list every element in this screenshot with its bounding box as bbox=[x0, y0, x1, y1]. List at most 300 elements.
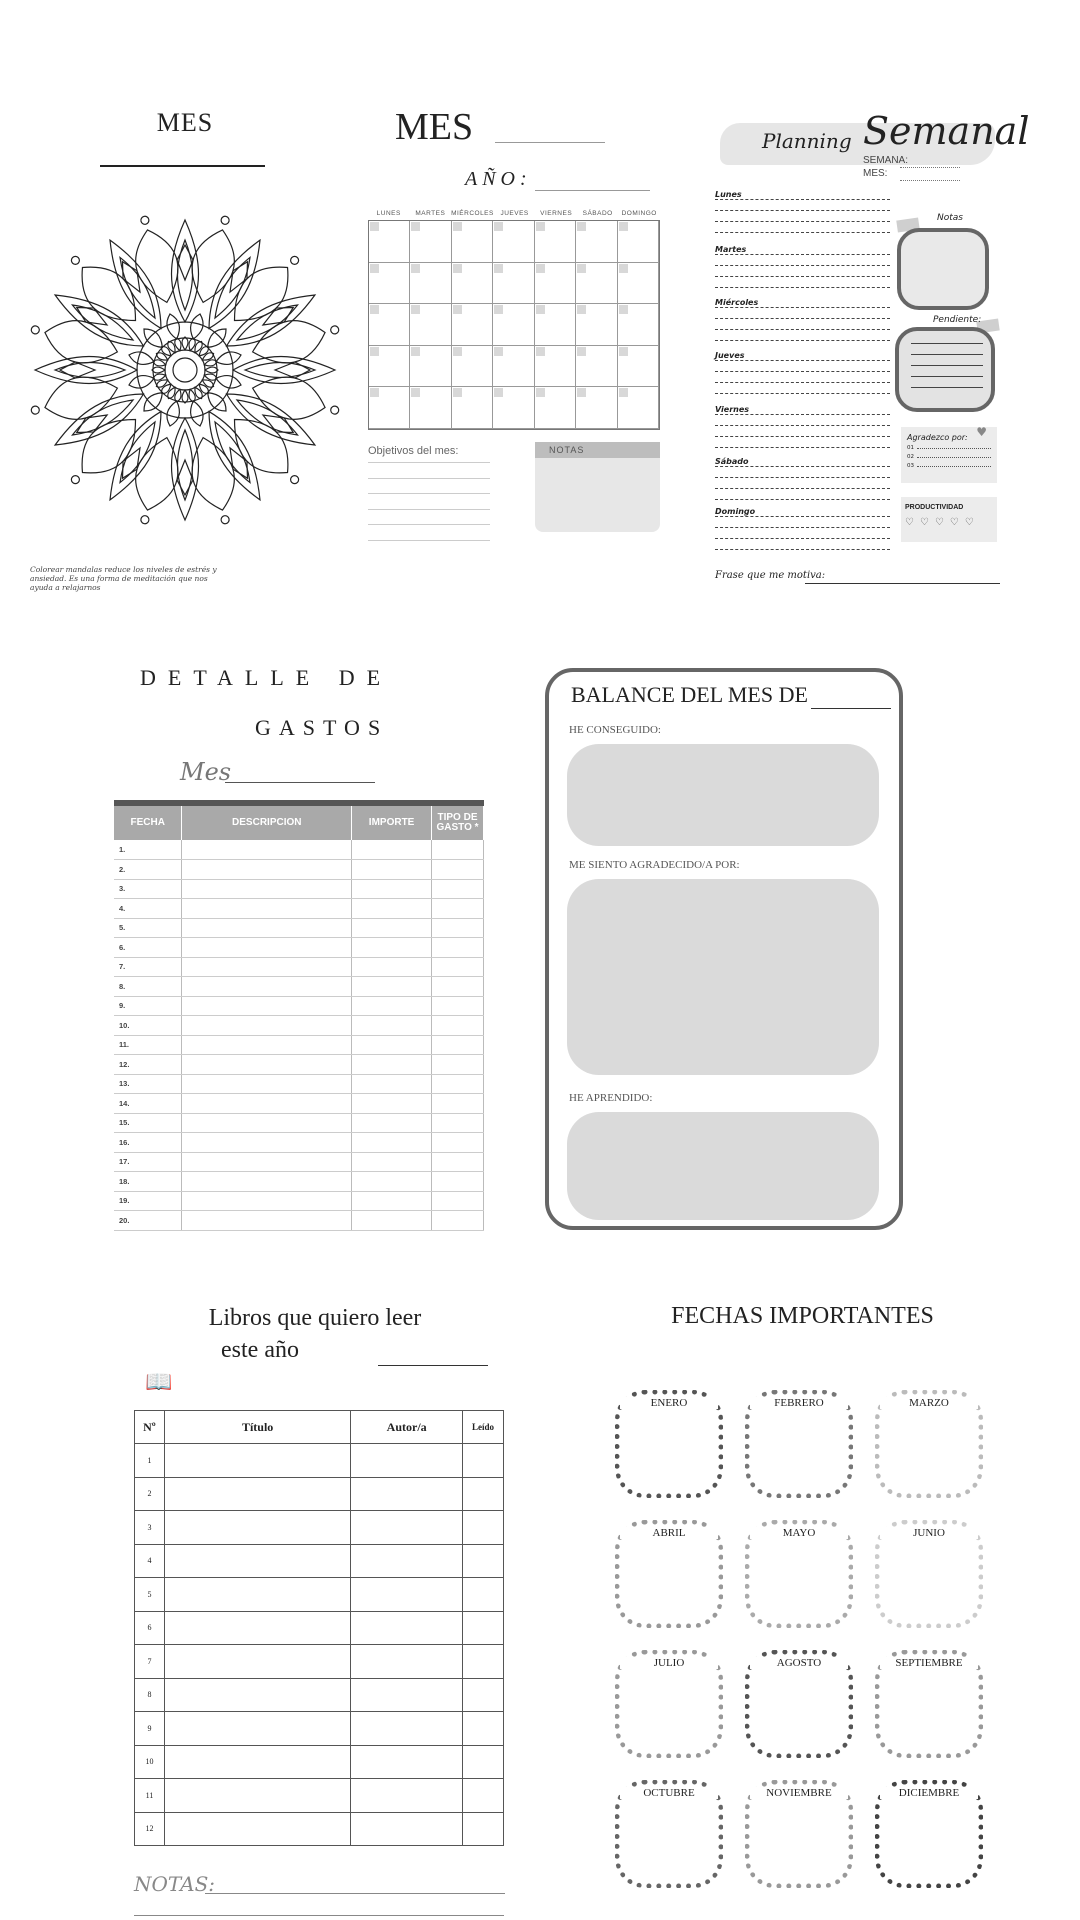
weekday-label: JUEVES bbox=[500, 210, 529, 217]
table-row bbox=[114, 1074, 484, 1094]
table-row bbox=[114, 860, 484, 880]
books-notes-label: NOTAS: bbox=[134, 1872, 216, 1896]
table-cell[interactable] bbox=[463, 1712, 504, 1746]
mandala-stroke bbox=[173, 358, 197, 382]
calendar-weekday-row bbox=[368, 210, 660, 217]
table-cell[interactable] bbox=[351, 1645, 463, 1679]
books-notes-line[interactable] bbox=[134, 1915, 504, 1916]
month-box-septiembre[interactable] bbox=[875, 1650, 983, 1758]
row-number[interactable]: 9. bbox=[114, 996, 182, 1016]
month-label: ABRIL bbox=[620, 1527, 718, 1539]
table-cell[interactable] bbox=[352, 860, 432, 880]
balance-month-line[interactable] bbox=[811, 708, 891, 709]
table-cell[interactable] bbox=[164, 1511, 350, 1545]
calendar-day-cell[interactable] bbox=[576, 346, 617, 388]
month-label: DICIEMBRE bbox=[880, 1787, 978, 1799]
row-number[interactable]: 20. bbox=[114, 1211, 182, 1231]
weekday-label: LUNES bbox=[376, 210, 401, 217]
row-number[interactable]: 3. bbox=[114, 879, 182, 899]
table-cell[interactable] bbox=[432, 918, 484, 938]
row-number[interactable]: 19. bbox=[114, 1191, 182, 1211]
month-box-julio[interactable] bbox=[615, 1650, 723, 1758]
books-title-line1: Libros que quiero leer bbox=[208, 1305, 422, 1331]
table-cell[interactable] bbox=[351, 1578, 463, 1612]
day-block-lunes[interactable] bbox=[715, 190, 890, 243]
row-number[interactable]: 16. bbox=[114, 1133, 182, 1153]
table-cell[interactable] bbox=[352, 918, 432, 938]
table-row bbox=[114, 1133, 484, 1153]
row-number[interactable]: 17. bbox=[114, 1152, 182, 1172]
row-number[interactable]: 11. bbox=[114, 1035, 182, 1055]
calendar-day-cell[interactable] bbox=[576, 221, 617, 263]
mandala-stroke bbox=[160, 382, 173, 395]
mandala-stroke bbox=[152, 367, 165, 373]
table-cell[interactable] bbox=[352, 1055, 432, 1075]
row-number[interactable]: 6 bbox=[135, 1611, 165, 1645]
month-box-octubre[interactable] bbox=[615, 1780, 723, 1888]
month-label: JUNIO bbox=[880, 1527, 978, 1539]
month-box-mayo[interactable] bbox=[745, 1520, 853, 1628]
table-row bbox=[114, 899, 484, 919]
table-cell[interactable] bbox=[164, 1444, 350, 1478]
calendar-day-cell[interactable] bbox=[618, 221, 659, 263]
table-cell[interactable] bbox=[463, 1444, 504, 1478]
row-number[interactable]: 10. bbox=[114, 1016, 182, 1036]
table-cell[interactable] bbox=[351, 1544, 463, 1578]
table-cell[interactable] bbox=[351, 1678, 463, 1712]
mandala-stroke bbox=[289, 255, 300, 266]
day-label: Sábado bbox=[715, 457, 749, 466]
table-cell[interactable] bbox=[182, 996, 352, 1016]
table-cell[interactable] bbox=[463, 1678, 504, 1712]
mandala-stroke bbox=[70, 474, 81, 485]
calendar-day-cell[interactable] bbox=[410, 387, 451, 429]
table-cell[interactable] bbox=[352, 1133, 432, 1153]
mandala-stroke bbox=[127, 349, 155, 367]
table-cell[interactable] bbox=[164, 1578, 350, 1612]
calendar-day-cell[interactable] bbox=[369, 346, 410, 388]
pending-label: Pendiente: bbox=[933, 315, 982, 325]
table-cell[interactable] bbox=[463, 1511, 504, 1545]
heart-icon[interactable]: ♡ bbox=[905, 517, 914, 528]
mandala-stroke bbox=[203, 325, 230, 352]
table-cell[interactable] bbox=[182, 860, 352, 880]
expenses-table bbox=[114, 800, 484, 1231]
table-cell[interactable] bbox=[182, 1094, 352, 1114]
column-header: IMPORTE bbox=[352, 806, 432, 840]
grateful-box[interactable] bbox=[567, 879, 879, 1075]
table-cell[interactable] bbox=[432, 860, 484, 880]
mandala-stroke bbox=[220, 215, 230, 225]
table-cell[interactable] bbox=[352, 957, 432, 977]
calendar-day-cell[interactable] bbox=[493, 346, 534, 388]
mandala-stroke bbox=[197, 382, 210, 395]
table-cell[interactable] bbox=[432, 957, 484, 977]
table-cell[interactable] bbox=[352, 1113, 432, 1133]
calendar-day-cell[interactable] bbox=[369, 263, 410, 305]
calendar-day-cell[interactable] bbox=[535, 304, 576, 346]
mandala-stroke bbox=[164, 312, 182, 340]
achieved-box[interactable] bbox=[567, 744, 879, 846]
month-box-marzo[interactable] bbox=[875, 1390, 983, 1498]
row-number[interactable]: 10 bbox=[135, 1745, 165, 1779]
table-cell[interactable] bbox=[182, 1191, 352, 1211]
table-cell[interactable] bbox=[432, 938, 484, 958]
row-number[interactable]: 2 bbox=[135, 1477, 165, 1511]
table-cell[interactable] bbox=[463, 1779, 504, 1813]
grateful-label: Agradezco por: bbox=[907, 433, 968, 442]
productivity-box bbox=[901, 497, 997, 542]
mandala-stroke bbox=[177, 245, 193, 280]
mandala-caption: Colorear mandalas reduce los niveles de estrés y ansiedad. Es una forma de meditación que nos ayuda a relajarnos bbox=[30, 565, 217, 592]
calendar-day-cell[interactable] bbox=[410, 304, 451, 346]
weekly-title-planning: Planning bbox=[762, 129, 852, 153]
month-box-agosto[interactable] bbox=[745, 1650, 853, 1758]
calendar-day-cell[interactable] bbox=[410, 221, 451, 263]
mandala-stroke bbox=[214, 349, 242, 367]
month-box-junio[interactable] bbox=[875, 1520, 983, 1628]
row-number[interactable]: 8 bbox=[135, 1678, 165, 1712]
row-number[interactable]: 2. bbox=[114, 860, 182, 880]
mandala-stroke bbox=[197, 345, 210, 358]
table-cell[interactable] bbox=[352, 1016, 432, 1036]
calendar-day-cell[interactable] bbox=[576, 263, 617, 305]
table-row bbox=[114, 1191, 484, 1211]
table-cell[interactable] bbox=[432, 1191, 484, 1211]
weekday-label: MIÉRCOLES bbox=[451, 210, 494, 217]
table-cell[interactable] bbox=[182, 840, 352, 860]
table-cell[interactable] bbox=[164, 1779, 350, 1813]
table-cell[interactable] bbox=[352, 1172, 432, 1192]
calendar-day-cell[interactable] bbox=[576, 304, 617, 346]
day-block-viernes[interactable] bbox=[715, 405, 890, 458]
table-cell[interactable] bbox=[182, 899, 352, 919]
table-cell[interactable] bbox=[352, 977, 432, 997]
day-block-martes[interactable] bbox=[715, 245, 890, 298]
month-box-enero[interactable] bbox=[615, 1390, 723, 1498]
calendar-day-cell[interactable] bbox=[493, 263, 534, 305]
mandala-stroke bbox=[182, 390, 188, 403]
day-block-jueves[interactable] bbox=[715, 351, 890, 404]
month-box-abril[interactable] bbox=[615, 1520, 723, 1628]
table-row bbox=[114, 840, 484, 860]
day-label: Miércoles bbox=[715, 298, 759, 307]
expenses-title-line2: GASTOS bbox=[255, 715, 389, 740]
month-label: JULIO bbox=[620, 1657, 718, 1669]
table-cell[interactable] bbox=[432, 840, 484, 860]
table-cell[interactable] bbox=[432, 1133, 484, 1153]
table-cell[interactable] bbox=[182, 1113, 352, 1133]
table-cell[interactable] bbox=[432, 899, 484, 919]
row-number[interactable]: 18. bbox=[114, 1172, 182, 1192]
table-cell[interactable] bbox=[182, 879, 352, 899]
row-number[interactable]: 1. bbox=[114, 840, 182, 860]
month-label: OCTUBRE bbox=[620, 1787, 718, 1799]
mandala-stroke bbox=[182, 337, 188, 350]
calendar-day-cell[interactable] bbox=[452, 387, 493, 429]
calendar-day-cell[interactable] bbox=[452, 304, 493, 346]
calendar-day-cell[interactable] bbox=[369, 221, 410, 263]
table-row bbox=[114, 977, 484, 997]
table-row bbox=[135, 1544, 504, 1578]
month-label: NOVIEMBRE bbox=[750, 1787, 848, 1799]
books-title-line2: este año bbox=[221, 1337, 299, 1363]
row-number[interactable]: 12 bbox=[135, 1812, 165, 1846]
table-cell[interactable] bbox=[352, 1152, 432, 1172]
calendar-day-cell[interactable] bbox=[618, 263, 659, 305]
table-row bbox=[114, 1211, 484, 1231]
table-row bbox=[114, 1152, 484, 1172]
mandala-stroke bbox=[60, 362, 95, 378]
table-row bbox=[114, 957, 484, 977]
table-cell[interactable] bbox=[351, 1477, 463, 1511]
calendar-day-cell[interactable] bbox=[452, 346, 493, 388]
table-cell[interactable] bbox=[463, 1477, 504, 1511]
row-number[interactable]: 3 bbox=[135, 1511, 165, 1545]
month-line[interactable] bbox=[900, 180, 960, 181]
mandala-stroke bbox=[140, 325, 167, 352]
week-label: SEMANA: bbox=[863, 155, 909, 166]
table-cell[interactable] bbox=[463, 1578, 504, 1612]
mandala-stroke bbox=[330, 405, 340, 415]
table-row bbox=[135, 1745, 504, 1779]
mandala-stroke bbox=[214, 372, 242, 390]
mandala-stroke bbox=[70, 255, 81, 266]
row-number[interactable]: 12. bbox=[114, 1055, 182, 1075]
weekday-label: VIERNES bbox=[540, 210, 573, 217]
calendar-day-cell[interactable] bbox=[369, 304, 410, 346]
pending-box[interactable] bbox=[895, 327, 995, 412]
calendar-month-title: MES bbox=[395, 106, 474, 148]
table-cell[interactable] bbox=[164, 1645, 350, 1679]
table-cell[interactable] bbox=[182, 1172, 352, 1192]
calendar-day-cell[interactable] bbox=[452, 263, 493, 305]
table-cell[interactable] bbox=[351, 1779, 463, 1813]
calendar-year-line[interactable] bbox=[535, 190, 650, 191]
table-cell[interactable] bbox=[164, 1745, 350, 1779]
heart-icon[interactable]: ♡ bbox=[934, 517, 944, 528]
monthly-calendar-page bbox=[365, 100, 665, 600]
day-block-miercoles[interactable] bbox=[715, 298, 890, 351]
row-number[interactable]: 15. bbox=[114, 1113, 182, 1133]
calendar-day-cell[interactable] bbox=[535, 346, 576, 388]
table-cell[interactable] bbox=[182, 1035, 352, 1055]
table-cell[interactable] bbox=[432, 1113, 484, 1133]
table-cell[interactable] bbox=[182, 1133, 352, 1153]
row-number[interactable]: 14. bbox=[114, 1094, 182, 1114]
day-block-domingo[interactable] bbox=[715, 507, 890, 560]
table-cell[interactable] bbox=[463, 1812, 504, 1846]
learned-box[interactable] bbox=[567, 1112, 879, 1220]
mandala-stroke bbox=[233, 357, 335, 384]
table-cell[interactable] bbox=[164, 1544, 350, 1578]
table-cell[interactable] bbox=[352, 840, 432, 860]
month-label: SEPTIEMBRE bbox=[880, 1657, 978, 1669]
row-number[interactable]: 5. bbox=[114, 918, 182, 938]
achieved-label: HE CONSEGUIDO: bbox=[569, 724, 661, 736]
table-row bbox=[135, 1645, 504, 1679]
table-cell[interactable] bbox=[352, 1035, 432, 1055]
row-number[interactable]: 4. bbox=[114, 899, 182, 919]
expenses-title-line1: DETALLE DE bbox=[140, 665, 393, 690]
table-cell[interactable] bbox=[164, 1712, 350, 1746]
table-row bbox=[114, 879, 484, 899]
quote-line[interactable] bbox=[805, 583, 1000, 584]
row-number[interactable]: 5 bbox=[135, 1578, 165, 1612]
mandala-stroke bbox=[187, 312, 205, 340]
mandala-stroke bbox=[30, 405, 40, 415]
expenses-month-line[interactable] bbox=[225, 782, 375, 783]
calendar-day-cell[interactable] bbox=[410, 263, 451, 305]
mandala-stroke bbox=[127, 372, 155, 390]
heart-icon[interactable]: ♡ bbox=[919, 517, 929, 528]
weekday-label: DOMINGO bbox=[621, 210, 657, 217]
calendar-day-cell[interactable] bbox=[410, 346, 451, 388]
table-cell[interactable] bbox=[164, 1477, 350, 1511]
table-cell[interactable] bbox=[432, 1074, 484, 1094]
table-cell[interactable] bbox=[352, 1191, 432, 1211]
calendar-day-cell[interactable] bbox=[576, 387, 617, 429]
day-block-sabado[interactable] bbox=[715, 457, 890, 510]
heart-icon: ♥ bbox=[976, 425, 987, 439]
table-cell[interactable] bbox=[351, 1812, 463, 1846]
calendar-day-cell[interactable] bbox=[535, 263, 576, 305]
table-cell[interactable] bbox=[164, 1678, 350, 1712]
mandala-stroke bbox=[330, 325, 340, 335]
calendar-day-cell[interactable] bbox=[618, 346, 659, 388]
table-cell[interactable] bbox=[352, 1211, 432, 1231]
table-cell[interactable] bbox=[182, 957, 352, 977]
table-cell[interactable] bbox=[164, 1611, 350, 1645]
calendar-day-cell[interactable] bbox=[535, 221, 576, 263]
calendar-day-cell[interactable] bbox=[618, 387, 659, 429]
table-cell[interactable] bbox=[463, 1611, 504, 1645]
column-header: Leído bbox=[463, 1411, 504, 1444]
row-number[interactable]: 8. bbox=[114, 977, 182, 997]
calendar-day-cell[interactable] bbox=[493, 304, 534, 346]
column-header: TIPO DE GASTO * bbox=[432, 806, 484, 840]
day-label: Viernes bbox=[715, 405, 750, 414]
column-header: FECHA bbox=[114, 806, 182, 840]
mandala-stroke bbox=[178, 240, 193, 310]
table-cell[interactable] bbox=[182, 1152, 352, 1172]
table-cell[interactable] bbox=[432, 1172, 484, 1192]
table-cell[interactable] bbox=[352, 938, 432, 958]
table-cell[interactable] bbox=[351, 1611, 463, 1645]
table-cell[interactable] bbox=[182, 977, 352, 997]
table-cell[interactable] bbox=[164, 1812, 350, 1846]
calendar-day-cell[interactable] bbox=[369, 387, 410, 429]
books-year-line[interactable] bbox=[378, 1365, 488, 1366]
mandala-stroke bbox=[140, 215, 150, 225]
table-row bbox=[135, 1511, 504, 1545]
table-cell[interactable] bbox=[351, 1745, 463, 1779]
table-row bbox=[135, 1678, 504, 1712]
table-cell[interactable] bbox=[432, 879, 484, 899]
grateful-box[interactable] bbox=[901, 427, 997, 483]
table-cell[interactable] bbox=[182, 938, 352, 958]
weekday-label: SÁBADO bbox=[582, 210, 613, 217]
month-label: ENERO bbox=[620, 1397, 718, 1409]
books-notes-line[interactable] bbox=[205, 1893, 505, 1894]
table-cell[interactable] bbox=[432, 1211, 484, 1231]
mandala-stroke bbox=[245, 363, 315, 378]
table-cell[interactable] bbox=[352, 879, 432, 899]
calendar-day-cell[interactable] bbox=[618, 304, 659, 346]
table-cell[interactable] bbox=[182, 1211, 352, 1231]
table-cell[interactable] bbox=[182, 1074, 352, 1094]
table-cell[interactable] bbox=[432, 1016, 484, 1036]
row-number[interactable]: 11 bbox=[135, 1779, 165, 1813]
table-cell[interactable] bbox=[352, 996, 432, 1016]
calendar-day-cell[interactable] bbox=[535, 387, 576, 429]
month-box-febrero[interactable] bbox=[745, 1390, 853, 1498]
table-cell[interactable] bbox=[463, 1544, 504, 1578]
table-cell[interactable] bbox=[182, 1055, 352, 1075]
weekly-notes-box[interactable] bbox=[897, 228, 989, 310]
table-cell[interactable] bbox=[182, 918, 352, 938]
table-cell[interactable] bbox=[432, 1152, 484, 1172]
table-cell[interactable] bbox=[432, 996, 484, 1016]
month-label: MARZO bbox=[880, 1397, 978, 1409]
objectives-lines[interactable] bbox=[368, 462, 490, 555]
table-cell[interactable] bbox=[463, 1645, 504, 1679]
month-label: AGOSTO bbox=[750, 1657, 848, 1669]
table-cell[interactable] bbox=[352, 899, 432, 919]
grateful-item-number: 03 bbox=[907, 463, 914, 469]
table-row bbox=[135, 1444, 504, 1478]
weekly-planning-page bbox=[715, 105, 1030, 600]
row-number[interactable]: 7 bbox=[135, 1645, 165, 1679]
row-number[interactable]: 6. bbox=[114, 938, 182, 958]
objectives-label: Objetivos del mes: bbox=[368, 445, 459, 457]
table-cell[interactable] bbox=[432, 1094, 484, 1114]
table-cell[interactable] bbox=[351, 1511, 463, 1545]
table-cell[interactable] bbox=[351, 1712, 463, 1746]
heart-icon[interactable]: ♡ bbox=[949, 517, 959, 528]
month-box-diciembre[interactable] bbox=[875, 1780, 983, 1888]
calendar-notes-box[interactable] bbox=[535, 442, 660, 532]
table-cell[interactable] bbox=[352, 1074, 432, 1094]
calendar-day-cell[interactable] bbox=[493, 221, 534, 263]
month-box-noviembre[interactable] bbox=[745, 1780, 853, 1888]
table-cell[interactable] bbox=[351, 1444, 463, 1478]
table-row bbox=[135, 1611, 504, 1645]
quote-label: Frase que me motiva: bbox=[715, 570, 826, 581]
row-number[interactable]: 13. bbox=[114, 1074, 182, 1094]
calendar-day-cell[interactable] bbox=[493, 387, 534, 429]
calendar-month-line[interactable] bbox=[495, 142, 605, 143]
row-number[interactable]: 4 bbox=[135, 1544, 165, 1578]
table-cell[interactable] bbox=[432, 977, 484, 997]
table-cell[interactable] bbox=[463, 1745, 504, 1779]
productivity-rating[interactable] bbox=[905, 517, 993, 528]
expenses-month-label: Mes bbox=[180, 758, 232, 786]
grateful-label: ME SIENTO AGRADECIDO/A POR: bbox=[569, 859, 740, 871]
week-line[interactable] bbox=[900, 167, 960, 168]
row-number[interactable]: 9 bbox=[135, 1712, 165, 1746]
heart-icon[interactable]: ♡ bbox=[964, 517, 974, 528]
row-number[interactable]: 1 bbox=[135, 1444, 165, 1478]
weekly-notes-label: Notas bbox=[937, 213, 963, 223]
table-cell[interactable] bbox=[432, 1035, 484, 1055]
table-cell[interactable] bbox=[432, 1055, 484, 1075]
row-number[interactable]: 7. bbox=[114, 957, 182, 977]
calendar-day-cell[interactable] bbox=[452, 221, 493, 263]
day-label: Jueves bbox=[715, 351, 745, 360]
table-cell[interactable] bbox=[182, 1016, 352, 1036]
table-cell[interactable] bbox=[352, 1094, 432, 1114]
